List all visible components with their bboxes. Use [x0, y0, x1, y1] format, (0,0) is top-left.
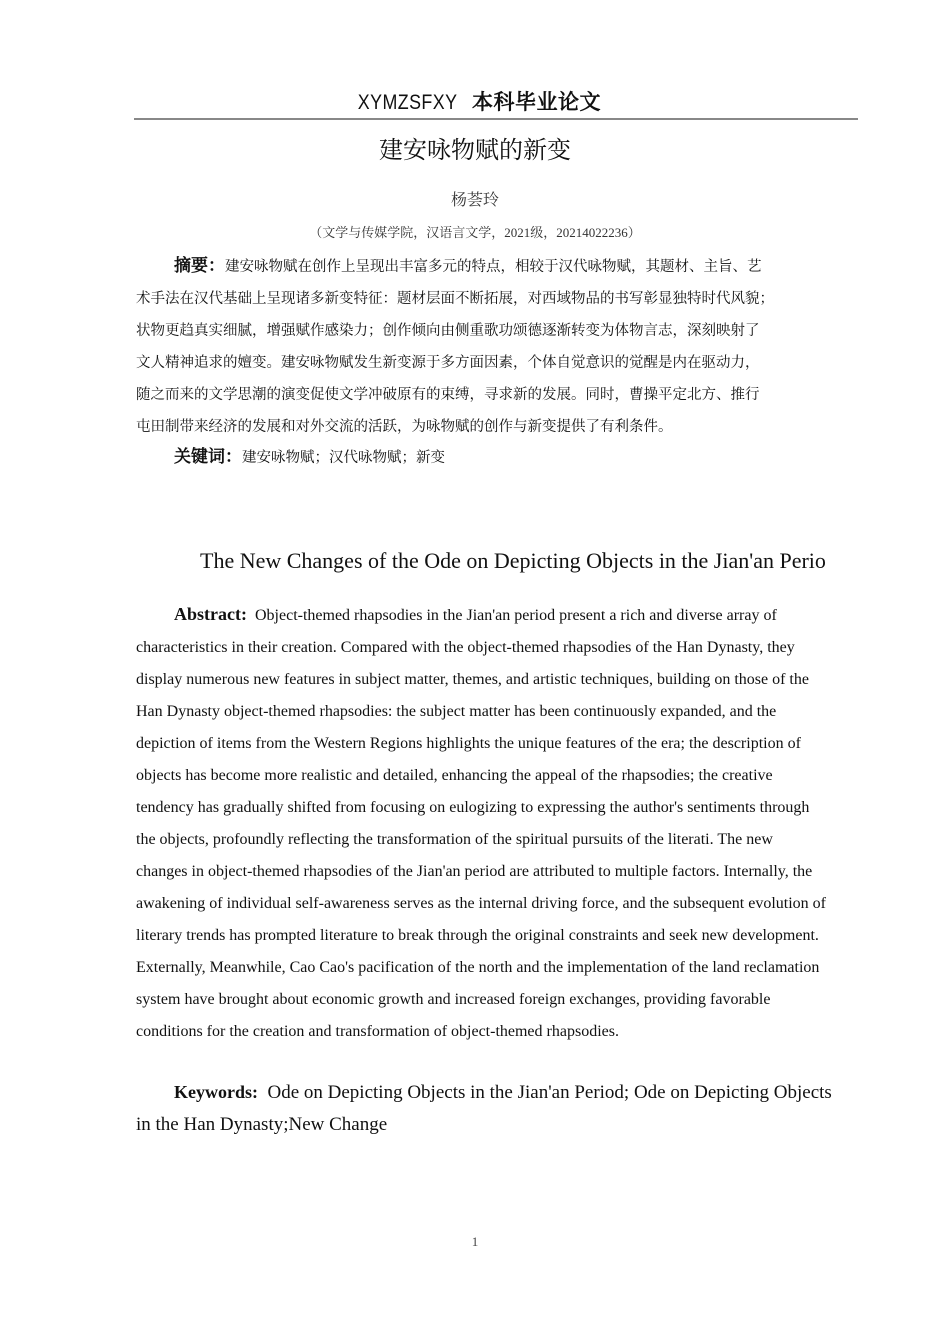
abstract-line: Externally, Meanwhile, Cao Cao's pacification of the north and the implementation of the land reclamation	[136, 959, 820, 976]
keywords-line: in the Han Dynasty;New Change	[136, 1114, 388, 1135]
author-affiliation: （文学与传媒学院，汉语言文学，2021级，20214022236）	[309, 225, 641, 240]
paper-title: 建安咏物赋的新变	[379, 136, 571, 164]
keywords-label: Keywords:	[174, 1082, 258, 1102]
abstract-line: tendency has gradually shifted from focusing on eulogizing to expressing the author's sentiments through	[136, 799, 810, 816]
abstract-line: 状物更趋真实细腻，增强赋作感染力；创作倾向由侧重歌功颂德逐渐转变为体物言志，深刻映射了	[136, 323, 760, 339]
abstract-line: the objects, profoundly reflecting the transformation of the spiritual pursuits of the literati. The new	[136, 831, 773, 848]
abstract-line: 文人精神追求的嬗变。建安咏物赋发生新变源于多方面因素，个体自觉意识的觉醒是内在驱动力，	[136, 355, 760, 371]
abstract-line: changes in object-themed rhapsodies of the Jian'an period are attributed to multiple factors. Internally, the	[136, 863, 813, 880]
abstract-label: 摘要：	[174, 256, 225, 276]
abstract-line: depiction of items from the Western Regions highlights the unique features of the era; the description of	[136, 735, 801, 752]
keywords-line	[136, 1076, 832, 1109]
chinese-keywords	[174, 442, 445, 467]
page-header	[0, 86, 950, 116]
abstract-line	[136, 598, 866, 632]
header-code: XYMZSFXY	[357, 91, 458, 114]
abstract-text: Object-themed rhapsodies in the Jian'an period present a rich and diverse array of	[254, 607, 777, 624]
author-name: 杨荟玲	[450, 192, 499, 209]
abstract-label: Abstract:	[174, 604, 247, 624]
english-keywords	[136, 1076, 832, 1141]
abstract-line: 术手法在汉代基础上呈现诸多新变特征：题材层面不断拓展，对西域物品的书写彰显独特时代风貌；	[136, 291, 774, 307]
header-label: 本科毕业论文	[471, 90, 601, 114]
chinese-abstract	[136, 250, 860, 443]
english-abstract	[136, 598, 866, 1048]
abstract-line: characteristics in their creation. Compared with the object-themed rhapsodies of the Han Dynasty, they	[136, 639, 795, 656]
keywords-label: 关键词：	[174, 447, 242, 467]
abstract-line: system have brought about economic growth and increased foreign exchanges, providing favorable	[136, 991, 771, 1008]
english-title: The New Changes of the Ode on Depicting Objects in the Jian'an Perio	[200, 548, 826, 573]
abstract-line: objects has become more realistic and detailed, enhancing the appeal of the rhapsodies; the creative	[136, 767, 773, 784]
page-number: 1	[471, 1234, 479, 1249]
abstract-text: 建安咏物赋在创作上呈现出丰富多元的特点，相较于汉代咏物赋，其题材、主旨、艺	[225, 259, 762, 275]
abstract-line: display numerous new features in subject matter, themes, and artistic techniques, building on those of the	[136, 671, 809, 688]
abstract-line: literary trends has prompted literature to break through the original constraints and seek new development.	[136, 927, 819, 944]
keywords-text: Ode on Depicting Objects in the Jian'an Period; Ode on Depicting Objects	[267, 1082, 832, 1103]
keywords-text: 建安咏物赋；汉代咏物赋；新变	[242, 450, 445, 466]
abstract-line: 屯田制带来经济的发展和对外交流的活跃，为咏物赋的创作与新变提供了有利条件。	[136, 419, 673, 435]
abstract-line: conditions for the creation and transformation of object-themed rhapsodies.	[136, 1023, 619, 1040]
abstract-line: awakening of individual self-awareness serves as the internal driving force, and the subsequent evolution of	[136, 895, 827, 912]
abstract-line: Han Dynasty object-themed rhapsodies: the subject matter has been continuously expanded, and the	[136, 703, 777, 720]
abstract-line: 随之而来的文学思潮的演变促使文学冲破原有的束缚，寻求新的发展。同时，曹操平定北方、推行	[136, 387, 760, 403]
abstract-line	[136, 250, 860, 283]
header-rule	[134, 118, 858, 120]
